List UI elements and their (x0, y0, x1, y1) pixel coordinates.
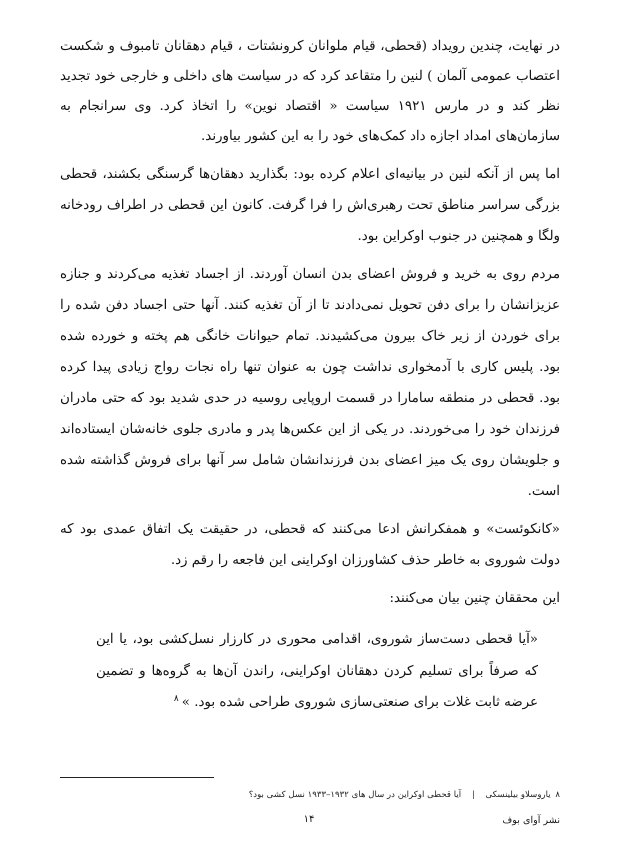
footnote-reference[interactable]: ۸ (173, 693, 179, 704)
footnote-separator: | (471, 790, 475, 800)
block-quote (96, 624, 538, 719)
footnote-divider (60, 777, 214, 778)
footnote-title: آیا قحطی اوکراین در سال های ۱۹۳۲–۱۹۳۳ نسل کشی بود؟ (248, 790, 462, 800)
main-text (60, 32, 560, 719)
footnote (60, 789, 560, 801)
paragraph-2: اما پس از آنکه لنین در بیانیه‌ای اعلام کرده بود: بگذارید دهقان‌ها گرسنگی بکشند، قحطی بزرگی سراسر مناطق تحت رهبری‌اش را فرا گرفت. کانون این قحطی در اطراف رودخانه ولگا و همچنین در جنوب اوکراین بود. (60, 167, 560, 244)
footnote-number: ۸ (555, 790, 560, 800)
footnote-author: یاروسلاو بیلینسکی (485, 790, 551, 800)
page-number: ۱۴ (303, 814, 315, 825)
paragraph-1: در نهایت، چندین رویداد (قحطی، قیام ملوانان کرونشتات ، قیام دهقانان تامبوف و شکست اعتصاب عمومی آلمان ) لنین را متقاعد کرد که در سیاست های داخلی و خارجی خود تجدید نظر کند و در مارس ۱۹۲۱ سیاست « اقتصاد نوین» را اتخاذ کرد. وی سرانجام به سازمان‌های امداد اجازه داد کمک‌های خود را به این کشور بیاورند. (60, 39, 560, 144)
paragraph-4: «کانکوئست» و همفکرانش ادعا می‌کنند که قحطی، در حقیقت یک اتفاق عمدی بود که دولت شوروی به خاطر حذف کشاورزان اوکراینی این فاجعه را رقم زد. (60, 522, 560, 568)
paragraph-3: مردم روی به خرید و فروش اعضای بدن انسان آوردند. از اجساد تغذیه می‌کردند و جنازه عزیزانشان را برای دفن تحویل نمی‌دادند تا از آن تغذیه کنند. آنها حتی اجساد دفن شده را برای خوردن از زیر خاک بیرون می‌کشیدند. تمام حیوانات خانگی هم پخته و خورده شده بود. پلیس کاری با آدمخواری نداشت چون به عنوان تنها راه نجات رواج زیادی پیدا کرده بود. قحطی در منطقه سامارا در قسمت اروپایی روسیه در حدی شدید بود که حتی مادران فرزندان خود را می‌خوردند. در یکی از این عکس‌ها پدر و مادری جلوی خانه‌شان ایستاده‌اند و جلویشان روی یک میز اعضای بدن فرزندانشان شامل سر آنها برای فروش گذاشته شده است. (60, 267, 560, 499)
publisher-name: نشر آوای بوف (502, 815, 560, 826)
quote-text: «آیا قحطی دست‌ساز شوروی، اقدامی محوری در کارزار نسل‌کشی بود، یا این که صرفاً برای تسلیم کردن دهقانان اوکراینی، راندن آن‌ها به گروه‌ها و تضمین عرضه ثابت غلات برای صنعتی‌سازی شوروی طراحی شده بود. » (96, 632, 538, 710)
paragraph-5: این محققان چنین بیان می‌کنند: (389, 591, 560, 606)
